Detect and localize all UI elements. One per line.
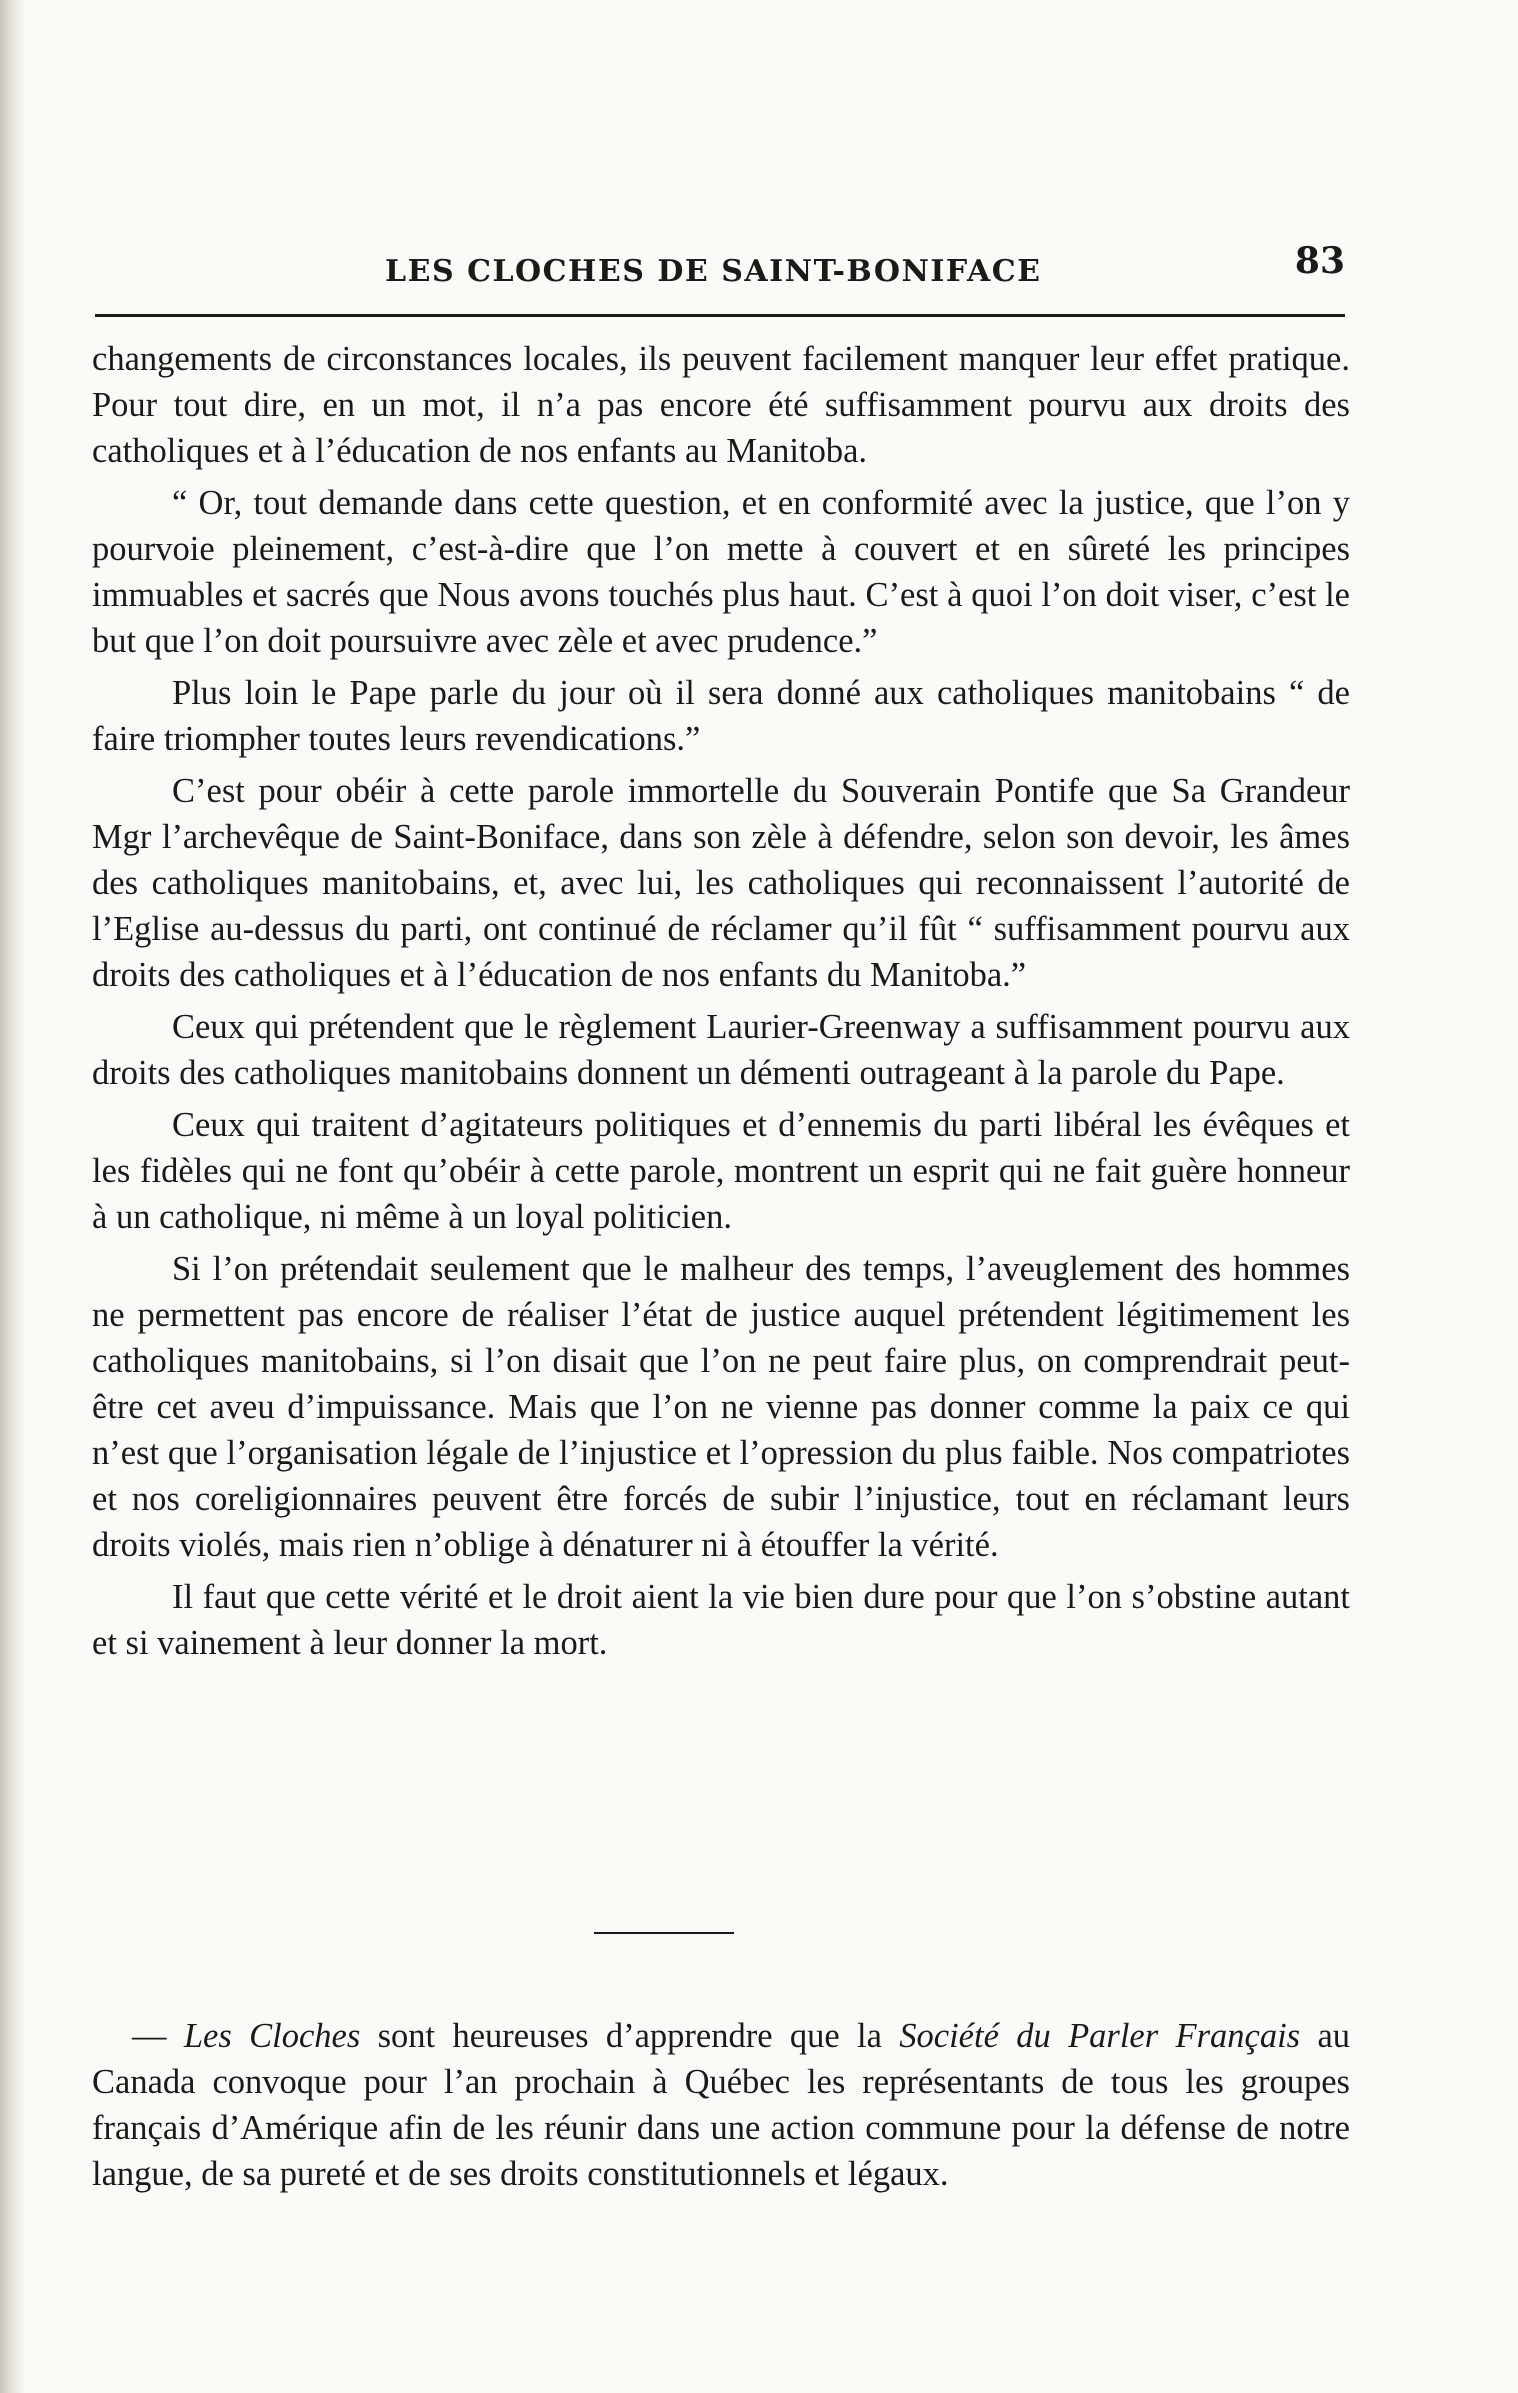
paragraph: Si l’on prétendait seulement que le malheur des temps, l’aveuglement des hommes ne permettent pas encore de réaliser l’état de justice auquel prétendent légitimement les catholiques manitobains, si l’on disait que l’on ne peut faire plus, on comprendrait peut-être cet aveu d’impuissance. Mais que l’on ne vienne pas donner comme la paix ce qui n’est que l’organisation légale de l’injustice et l’opression du plus faible. Nos compatriotes et nos coreligionnaires peuvent être forcés de subir l’injustice, tout en réclamant leurs droits violés, mais rien n’oblige à dénaturer ni à étouffer la vérité. — [92, 1250, 1350, 1564]
society-name: Société du Parler Français — [899, 2016, 1301, 2055]
running-title: LES CLOCHES DE SAINT-BONIFACE — [385, 254, 1042, 289]
notice-text-1: sont heureuses d’apprendre que la — [360, 2016, 900, 2055]
paragraph: C’est pour obéir à cette parole immortelle du Souverain Pontife que Sa Grandeur Mgr l’archevêque de Saint-Boniface, dans son zèle à défendre, selon son devoir, les âmes des catholiques manitobains, et, avec lui, les catholiques qui reconnaissent l’autorité de l’Eglise au-dessus du parti, ont continué de réclamer qu’il fût “ suffisamment pourvu aux droits des catholiques et à l’éducation de nos enfants du Manitoba.” — [92, 772, 1350, 994]
page-header — [95, 240, 1345, 300]
paragraph: changements de circonstances locales, ils peuvent facilement manquer leur effet pratique. Pour tout dire, en un mot, il n’a pas encore été suffisamment pourvu aux droits des catholiques et à l’éducation de nos enfants au Manitoba. — [92, 340, 1350, 470]
article-body — [92, 336, 1350, 1672]
header-rule — [95, 314, 1345, 317]
paragraph: Plus loin le Pape parle du jour où il sera donné aux catholiques manitobains “ de faire triompher toutes leurs revendications.” — [92, 674, 1350, 758]
section-separator — [594, 1932, 734, 1934]
notice-dash: — — [132, 2016, 167, 2055]
page-binding-edge — [0, 0, 26, 2393]
paragraph: Il faut que cette vérité et le droit aient la vie bien dure pour que l’on s’obstine autant et si vainement à leur donner la mort. — [92, 1578, 1350, 1662]
paragraph: Ceux qui prétendent que le règlement Laurier-Greenway a suffisamment pourvu aux droits des catholiques manitobains donnent un démenti outrageant à la parole du Pape. — [92, 1008, 1350, 1092]
paragraph: “ Or, tout demande dans cette question, et en conformité avec la justice, que l’on y pourvoie pleinement, c’est-à-dire que l’on mette à couvert et en sûreté les principes immuables et sacrés que Nous avons touchés plus haut. C’est à quoi l’on doit viser, c’est le but que l’on doit poursuivre avec zèle et avec prudence.” — [92, 484, 1350, 660]
paragraph: Ceux qui traitent d’agitateurs politiques et d’ennemis du parti libéral les évêques et les fidèles qui ne font qu’obéir à cette parole, montrent un esprit qui ne fait guère honneur à un catholique, ni même à un loyal politicien. — [92, 1106, 1350, 1236]
journal-name: Les Cloches — [183, 2016, 361, 2055]
notice-text-2: au Canada convoque pour l’an prochain à Québec les représentants de tous les groupes français d’Amérique afin de les réunir dans une action commune pour la défense de notre langue, de sa pureté et de ses droits constitutionnels et légaux. — [92, 2016, 1351, 2193]
page-number: 83 — [1294, 240, 1345, 282]
notice-paragraph — [92, 2013, 1350, 2197]
